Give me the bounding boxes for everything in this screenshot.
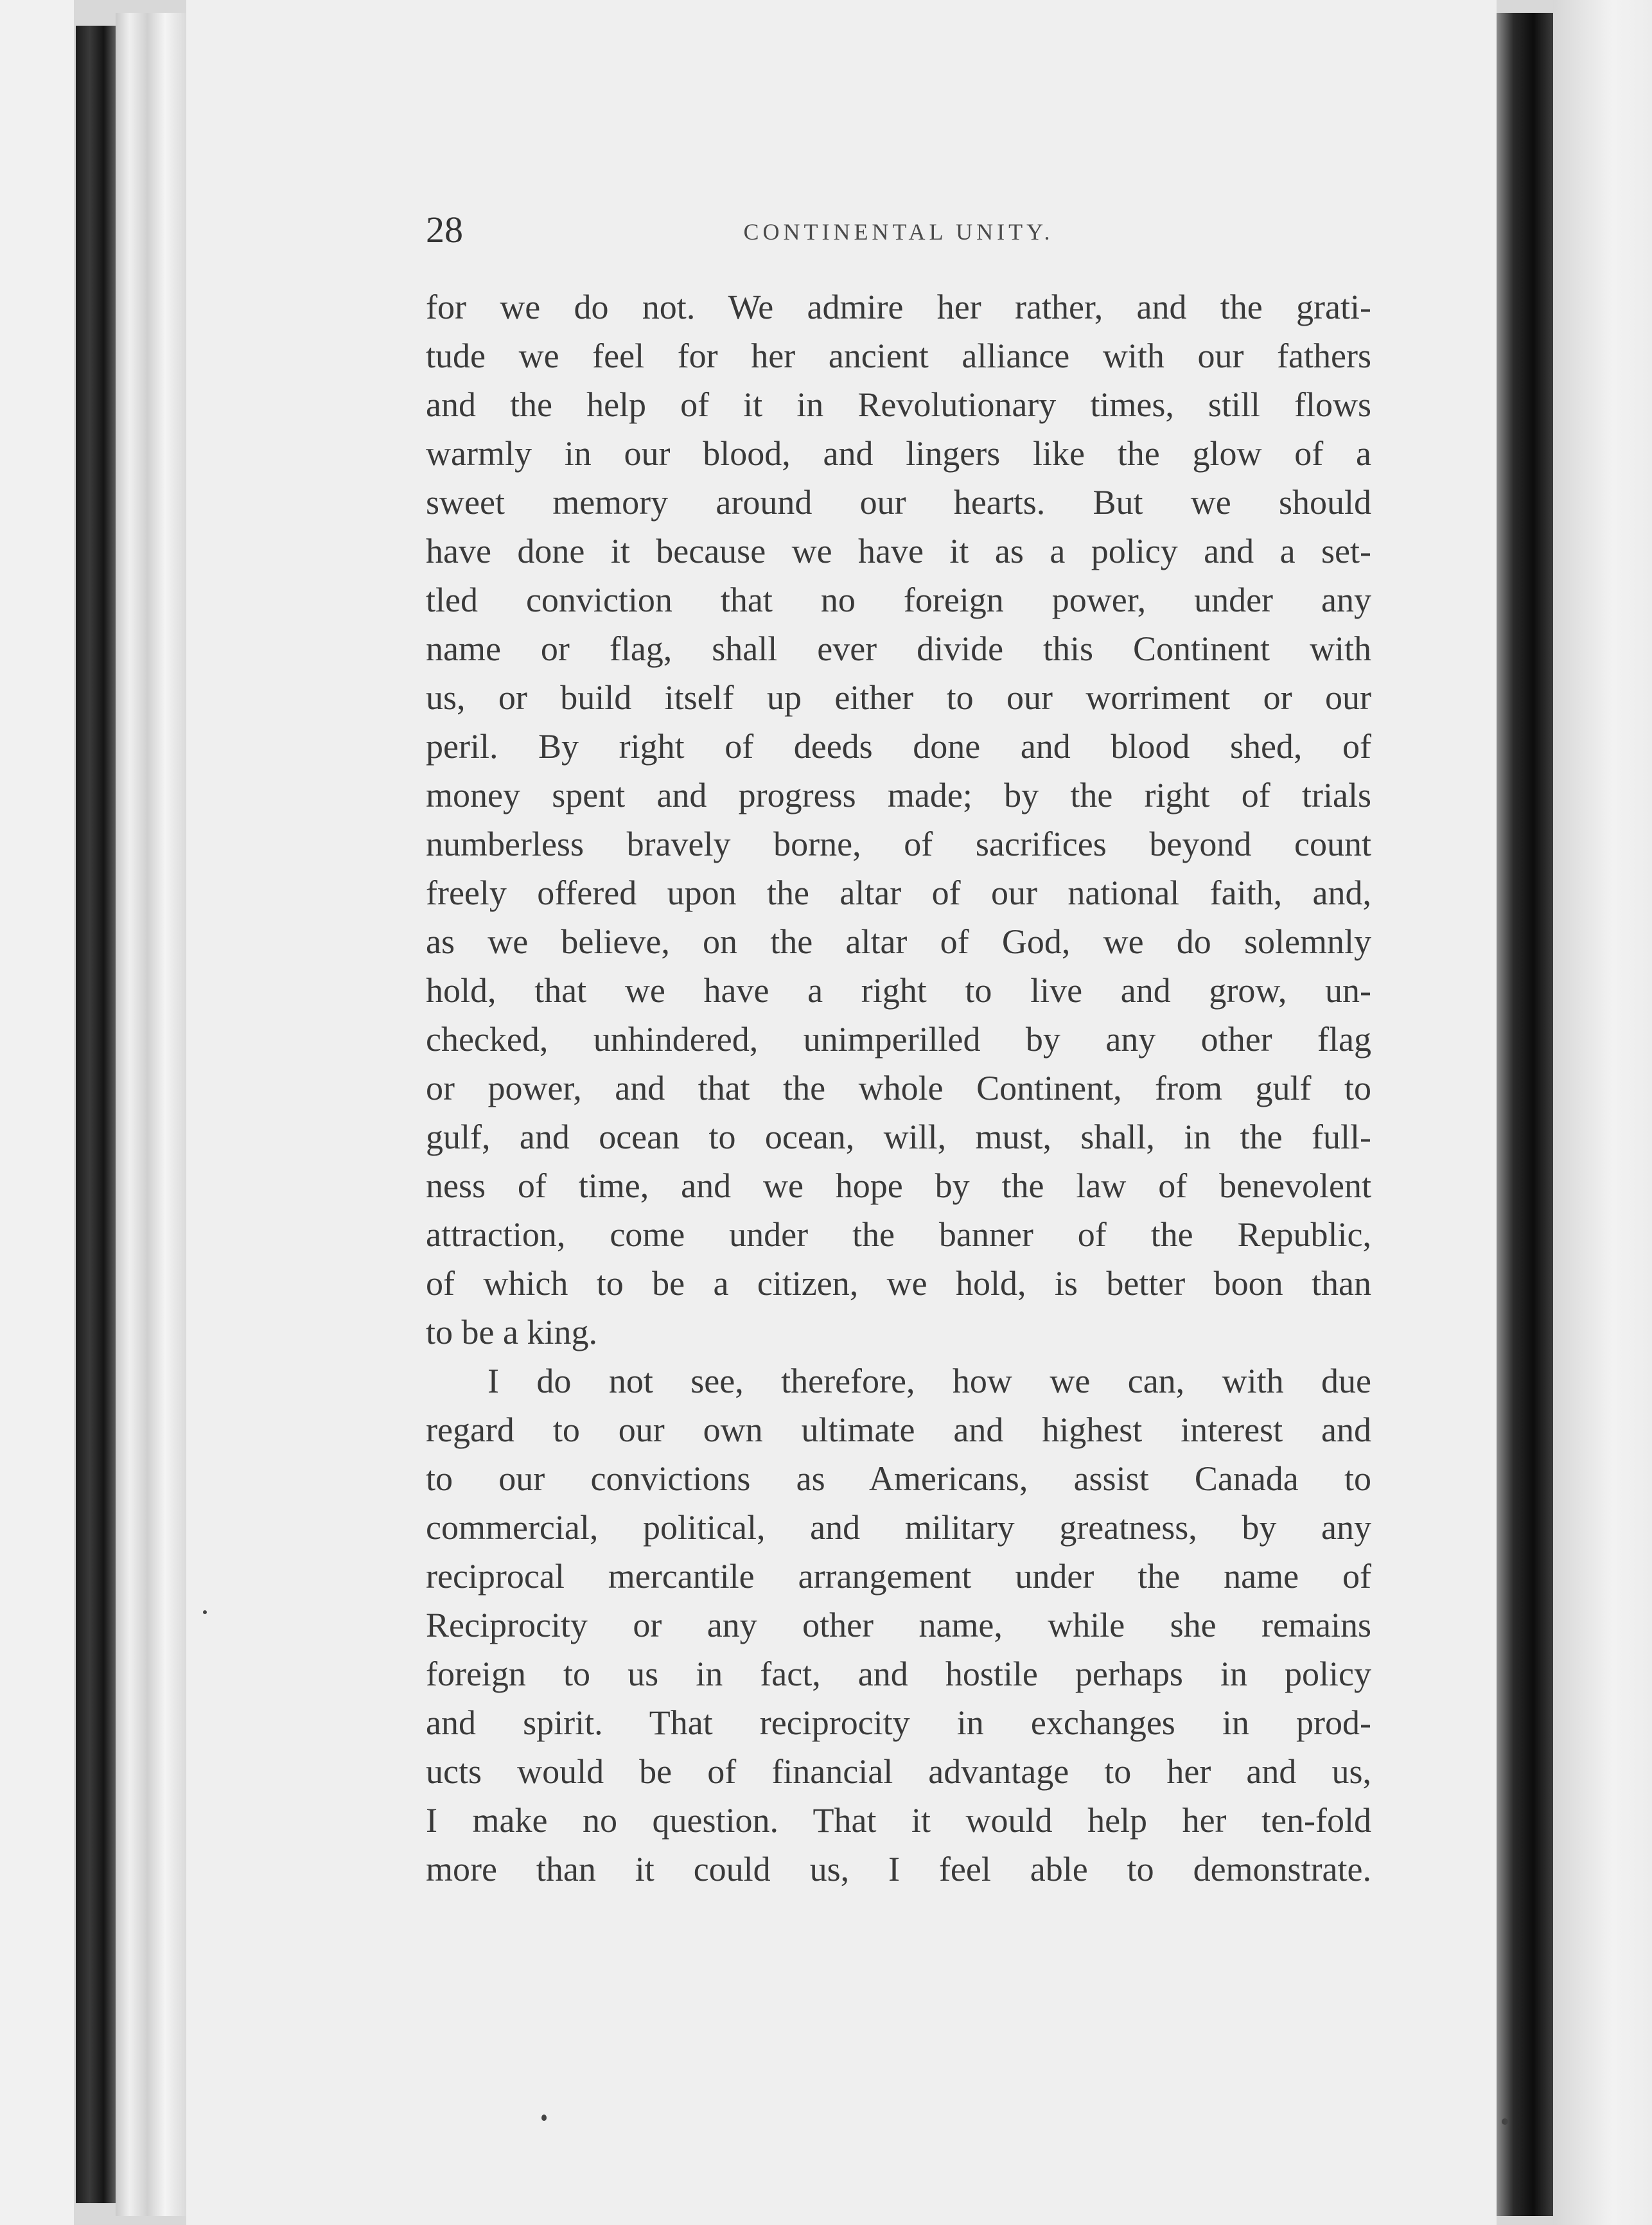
paragraph (426, 1357, 1371, 1894)
running-title: CONTINENTAL UNITY. (743, 219, 1054, 245)
text-line: reciprocal mercantile arrangement under the name of (426, 1557, 1371, 1596)
text-line: or power, and that the whole Continent, from gulf to (426, 1069, 1371, 1107)
text-line: us, or build itself up either to our worriment or our (426, 678, 1371, 717)
facing-page-edge (1553, 0, 1652, 2225)
scan-speck (541, 2115, 547, 2121)
text-line: money spent and progress made; by the right of trials (426, 776, 1371, 814)
text-line: and the help of it in Revolutionary times, still flows (426, 385, 1371, 424)
text-line: ucts would be of financial advantage to her and us, (426, 1752, 1371, 1791)
text-line: of which to be a citizen, we hold, is better boon than (426, 1264, 1371, 1303)
text-line: tude we feel for her ancient alliance with our fathers (426, 337, 1371, 375)
scan-speck (203, 1610, 207, 1614)
text-line: numberless bravely borne, of sacrifices beyond count (426, 825, 1371, 863)
text-line: checked, unhindered, unimperilled by any other flag (426, 1020, 1371, 1059)
text-line: I do not see, therefore, how we can, with due (488, 1362, 1371, 1400)
text-line: sweet memory around our hearts. But we should (426, 483, 1371, 522)
paragraph (426, 283, 1371, 1357)
text-line: commercial, political, and military greatness, by any (426, 1508, 1371, 1547)
text-line: have done it because we have it as a policy and a set- (426, 532, 1371, 570)
binding-margin (0, 0, 74, 2225)
binding-shadow (76, 26, 116, 2203)
text-line: regard to our own ultimate and highest interest and (426, 1411, 1371, 1449)
page-header (426, 204, 1371, 262)
gutter-shadow (1497, 13, 1553, 2216)
text-line: as we believe, on the altar of God, we do solemnly (426, 922, 1371, 961)
body-text (426, 283, 1371, 1894)
text-line: freely offered upon the altar of our national faith, and, (426, 874, 1371, 912)
text-line: for we do not. We admire her rather, and the grati- (426, 288, 1371, 326)
text-line: warmly in our blood, and lingers like the glow of a (426, 434, 1371, 473)
text-line: I make no question. That it would help her ten-fold (426, 1801, 1371, 1840)
page-number: 28 (426, 209, 463, 251)
page-edges (116, 13, 186, 2216)
text-line: to be a king. (426, 1313, 597, 1351)
text-line: Reciprocity or any other name, while she remains (426, 1606, 1371, 1644)
scan-speck (1502, 2118, 1508, 2125)
text-line: ness of time, and we hope by the law of benevolent (426, 1166, 1371, 1205)
text-line: gulf, and ocean to ocean, will, must, shall, in the full- (426, 1118, 1371, 1156)
text-line: and spirit. That reciprocity in exchanges in prod- (426, 1703, 1371, 1742)
text-line: name or flag, shall ever divide this Continent with (426, 629, 1371, 668)
text-line: tled conviction that no foreign power, under any (426, 581, 1371, 619)
text-line: more than it could us, I feel able to demonstrate. (426, 1850, 1371, 1888)
text-line: to our convictions as Americans, assist Canada to (426, 1459, 1371, 1498)
text-line: attraction, come under the banner of the Republic, (426, 1215, 1371, 1254)
text-line: peril. By right of deeds done and blood shed, of (426, 727, 1371, 766)
text-line: hold, that we have a right to live and grow, un- (426, 971, 1371, 1010)
text-line: foreign to us in fact, and hostile perhaps in policy (426, 1655, 1371, 1693)
